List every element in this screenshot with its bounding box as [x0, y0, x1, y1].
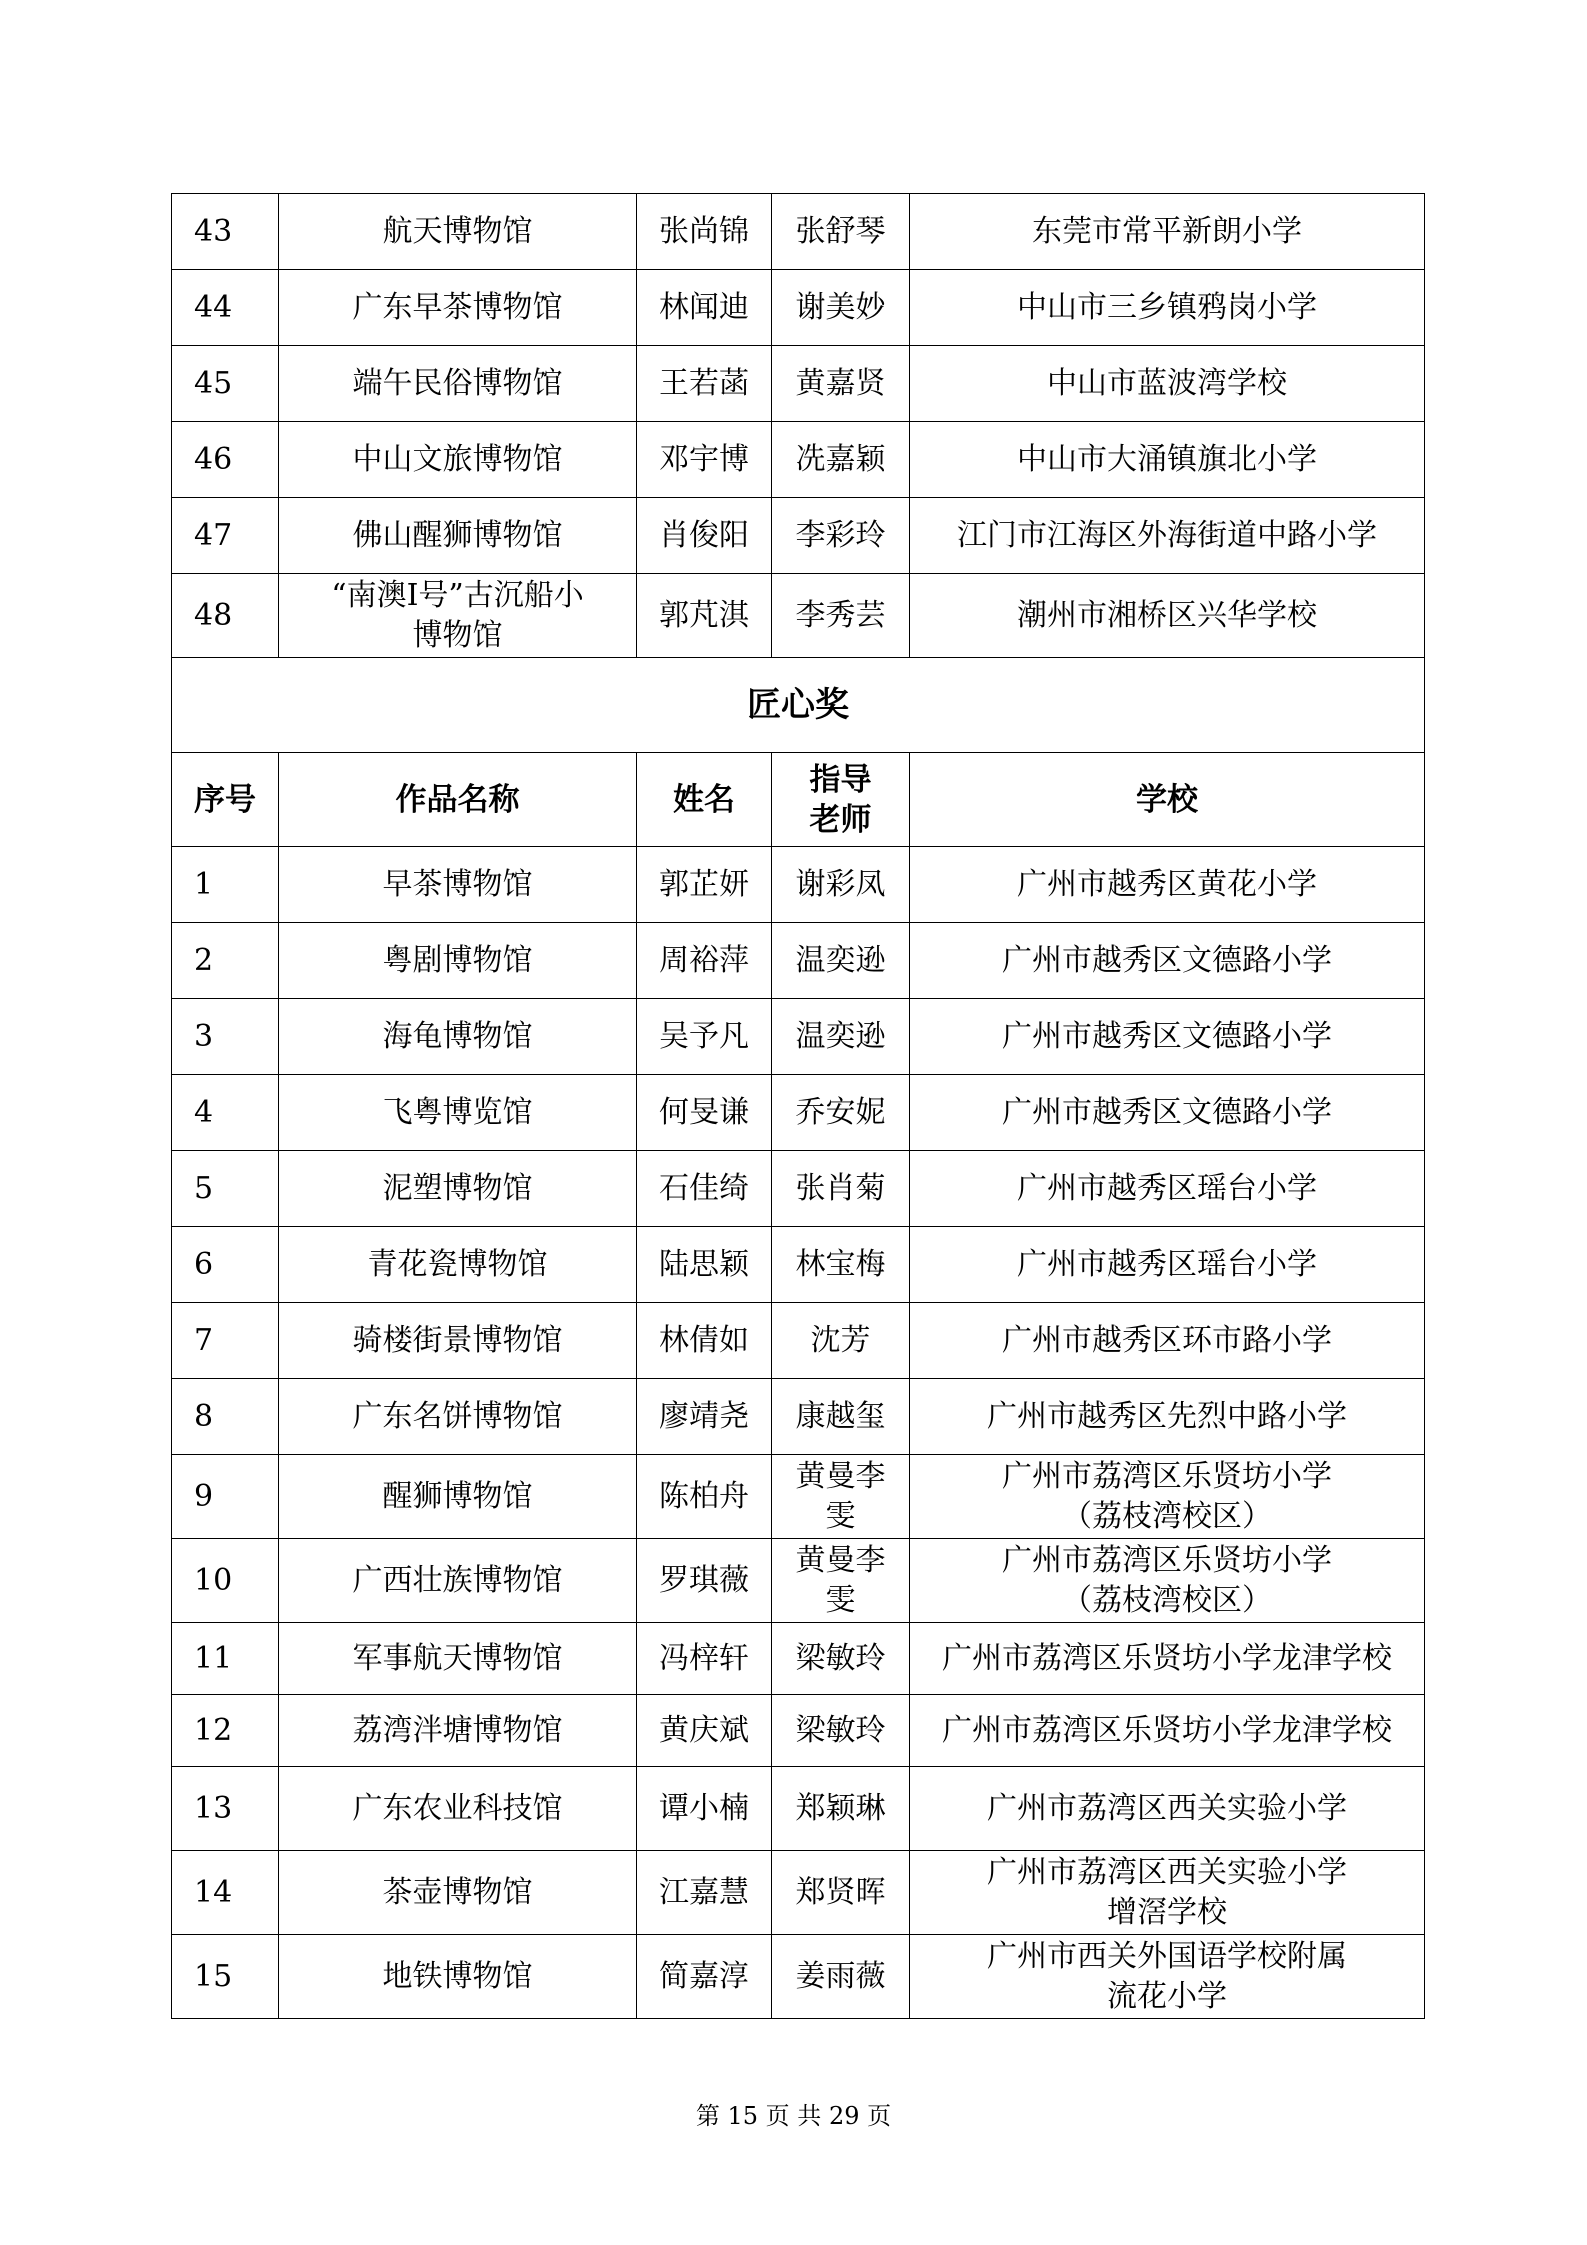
table-row [172, 1151, 1425, 1227]
cell-name: 王若菡 [637, 346, 772, 422]
cell-teacher: 沈芳 [772, 1303, 910, 1379]
table-row [172, 1075, 1425, 1151]
table-row [172, 1935, 1425, 2019]
cell-name: 罗琪薇 [637, 1539, 772, 1623]
cell-name: 林倩如 [637, 1303, 772, 1379]
cell-school: 广州市西关外国语学校附属 流花小学 [910, 1935, 1425, 2019]
cell-no: 9 [172, 1455, 279, 1539]
cell-teacher: 郑贤晖 [772, 1851, 910, 1935]
cell-school: 广州市荔湾区乐贤坊小学龙津学校 [910, 1623, 1425, 1695]
cell-school: 广州市越秀区瑶台小学 [910, 1227, 1425, 1303]
footer-total-pages: 29 [828, 2102, 860, 2130]
header-no: 序号 [172, 753, 279, 847]
table-row [172, 999, 1425, 1075]
cell-name: 周裕萍 [637, 923, 772, 999]
cell-teacher: 黄曼李 雯 [772, 1539, 910, 1623]
cell-no: 7 [172, 1303, 279, 1379]
table-row [172, 1379, 1425, 1455]
header-row [172, 753, 1425, 847]
table-row [172, 422, 1425, 498]
section-title-row [172, 658, 1425, 753]
table-row [172, 1227, 1425, 1303]
cell-name: 何旻谦 [637, 1075, 772, 1151]
cell-school: 中山市大涌镇旗北小学 [910, 422, 1425, 498]
table-row [172, 1851, 1425, 1935]
cell-no: 46 [172, 422, 279, 498]
awards-table [171, 193, 1425, 2019]
cell-no: 44 [172, 270, 279, 346]
cell-no: 11 [172, 1623, 279, 1695]
award-rows [172, 847, 1425, 2019]
cell-school: 广州市荔湾区西关实验小学 [910, 1767, 1425, 1851]
cell-work: 佛山醒狮博物馆 [279, 498, 637, 574]
cell-no: 47 [172, 498, 279, 574]
table-row [172, 1303, 1425, 1379]
cell-name: 谭小楠 [637, 1767, 772, 1851]
cell-no: 48 [172, 574, 279, 658]
cell-work: 广东农业科技馆 [279, 1767, 637, 1851]
cell-work: 粤剧博物馆 [279, 923, 637, 999]
cell-name: 陈柏舟 [637, 1455, 772, 1539]
top-rows [172, 194, 1425, 658]
cell-teacher: 李彩玲 [772, 498, 910, 574]
cell-work: 早茶博物馆 [279, 847, 637, 923]
cell-work: 醒狮博物馆 [279, 1455, 637, 1539]
cell-school: 广州市越秀区先烈中路小学 [910, 1379, 1425, 1455]
cell-name: 吴予凡 [637, 999, 772, 1075]
cell-no: 4 [172, 1075, 279, 1151]
cell-teacher: 乔安妮 [772, 1075, 910, 1151]
table-row [172, 1455, 1425, 1539]
footer-suffix: 页 [867, 2102, 892, 2130]
cell-name: 廖靖尧 [637, 1379, 772, 1455]
cell-teacher: 温奕逊 [772, 923, 910, 999]
cell-work: 航天博物馆 [279, 194, 637, 270]
cell-teacher: 梁敏玲 [772, 1623, 910, 1695]
table-row [172, 346, 1425, 422]
cell-work: 骑楼街景博物馆 [279, 1303, 637, 1379]
cell-school: 广州市越秀区文德路小学 [910, 923, 1425, 999]
cell-teacher: 康越玺 [772, 1379, 910, 1455]
cell-no: 45 [172, 346, 279, 422]
cell-teacher: 李秀芸 [772, 574, 910, 658]
header-teacher: 指导 老师 [772, 753, 910, 847]
cell-work: 茶壶博物馆 [279, 1851, 637, 1935]
cell-no: 10 [172, 1539, 279, 1623]
cell-name: 简嘉淳 [637, 1935, 772, 2019]
cell-name: 江嘉慧 [637, 1851, 772, 1935]
cell-no: 3 [172, 999, 279, 1075]
cell-work: 广西壮族博物馆 [279, 1539, 637, 1623]
cell-school: 广州市越秀区文德路小学 [910, 1075, 1425, 1151]
cell-teacher: 谢彩凤 [772, 847, 910, 923]
cell-name: 林闻迪 [637, 270, 772, 346]
table-row [172, 1695, 1425, 1767]
cell-school: 广州市越秀区文德路小学 [910, 999, 1425, 1075]
cell-name: 黄庆斌 [637, 1695, 772, 1767]
cell-teacher: 黄嘉贤 [772, 346, 910, 422]
cell-name: 肖俊阳 [637, 498, 772, 574]
cell-teacher: 温奕逊 [772, 999, 910, 1075]
cell-name: 冯梓轩 [637, 1623, 772, 1695]
page-footer [0, 2096, 1587, 2131]
cell-name: 郭芃淇 [637, 574, 772, 658]
cell-school: 潮州市湘桥区兴华学校 [910, 574, 1425, 658]
cell-no: 1 [172, 847, 279, 923]
cell-teacher: 黄曼李 雯 [772, 1455, 910, 1539]
table-row [172, 1767, 1425, 1851]
cell-teacher: 冼嘉颖 [772, 422, 910, 498]
cell-name: 郭芷妍 [637, 847, 772, 923]
cell-teacher: 梁敏玲 [772, 1695, 910, 1767]
cell-work: 荔湾泮塘博物馆 [279, 1695, 637, 1767]
cell-work: 飞粤博览馆 [279, 1075, 637, 1151]
cell-work: 地铁博物馆 [279, 1935, 637, 2019]
section-title: 匠心奖 [172, 658, 1425, 753]
cell-work: 军事航天博物馆 [279, 1623, 637, 1695]
table-row [172, 270, 1425, 346]
cell-no: 15 [172, 1935, 279, 2019]
header-work: 作品名称 [279, 753, 637, 847]
footer-page-number: 15 [727, 2102, 759, 2130]
cell-no: 12 [172, 1695, 279, 1767]
cell-school: 广州市荔湾区西关实验小学 增滘学校 [910, 1851, 1425, 1935]
cell-school: 广州市荔湾区乐贤坊小学 （荔枝湾校区） [910, 1539, 1425, 1623]
cell-no: 13 [172, 1767, 279, 1851]
cell-name: 张尚锦 [637, 194, 772, 270]
cell-teacher: 郑颖琳 [772, 1767, 910, 1851]
cell-school: 广州市荔湾区乐贤坊小学龙津学校 [910, 1695, 1425, 1767]
table-row [172, 498, 1425, 574]
cell-work: 海龟博物馆 [279, 999, 637, 1075]
cell-school: 广州市越秀区黄花小学 [910, 847, 1425, 923]
cell-work: 广东早茶博物馆 [279, 270, 637, 346]
cell-no: 5 [172, 1151, 279, 1227]
cell-school: 中山市蓝波湾学校 [910, 346, 1425, 422]
cell-school: 广州市越秀区瑶台小学 [910, 1151, 1425, 1227]
cell-teacher: 林宝梅 [772, 1227, 910, 1303]
cell-name: 邓宇博 [637, 422, 772, 498]
table-row [172, 847, 1425, 923]
footer-prefix: 第 [695, 2102, 720, 2130]
table-row [172, 574, 1425, 658]
cell-teacher: 张舒琴 [772, 194, 910, 270]
footer-mid: 页 共 [765, 2102, 822, 2130]
cell-no: 2 [172, 923, 279, 999]
cell-teacher: 谢美妙 [772, 270, 910, 346]
cell-school: 中山市三乡镇鸦岗小学 [910, 270, 1425, 346]
table-row [172, 1539, 1425, 1623]
cell-school: 东莞市常平新朗小学 [910, 194, 1425, 270]
cell-no: 8 [172, 1379, 279, 1455]
cell-name: 陆思颖 [637, 1227, 772, 1303]
table-row [172, 1623, 1425, 1695]
cell-no: 14 [172, 1851, 279, 1935]
cell-school: 江门市江海区外海街道中路小学 [910, 498, 1425, 574]
table-row [172, 194, 1425, 270]
cell-work: 广东名饼博物馆 [279, 1379, 637, 1455]
cell-work: 中山文旅博物馆 [279, 422, 637, 498]
cell-no: 43 [172, 194, 279, 270]
cell-school: 广州市荔湾区乐贤坊小学 （荔枝湾校区） [910, 1455, 1425, 1539]
cell-no: 6 [172, 1227, 279, 1303]
cell-work: 端午民俗博物馆 [279, 346, 637, 422]
cell-teacher: 姜雨薇 [772, 1935, 910, 2019]
header-name: 姓名 [637, 753, 772, 847]
cell-school: 广州市越秀区环市路小学 [910, 1303, 1425, 1379]
cell-work: “南澳Ⅰ号”古沉船小 博物馆 [279, 574, 637, 658]
cell-work: 泥塑博物馆 [279, 1151, 637, 1227]
cell-name: 石佳绮 [637, 1151, 772, 1227]
cell-teacher: 张肖菊 [772, 1151, 910, 1227]
table-row [172, 923, 1425, 999]
header-school: 学校 [910, 753, 1425, 847]
cell-work: 青花瓷博物馆 [279, 1227, 637, 1303]
